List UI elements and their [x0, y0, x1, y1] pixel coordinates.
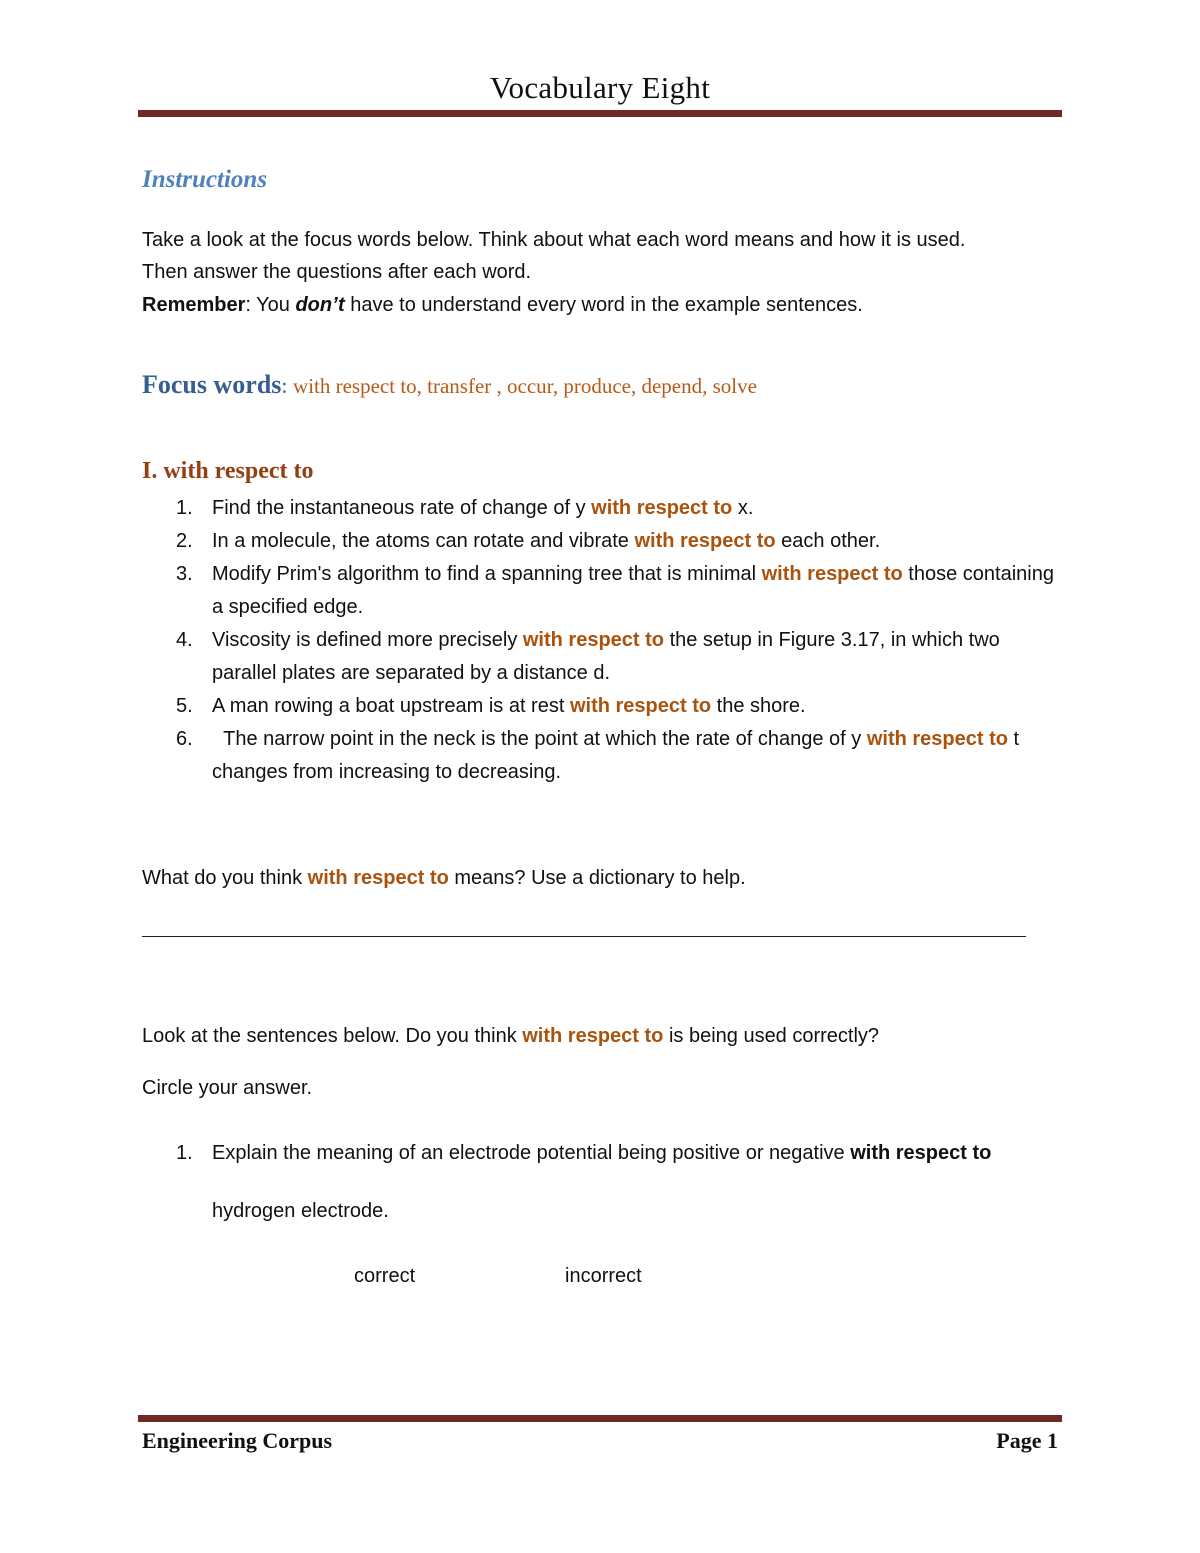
list-item: [142, 690, 1062, 723]
list-number: 6.: [176, 728, 193, 750]
sentence-text: A man rowing a boat upstream is at rest: [212, 695, 570, 717]
focus-term: with respect to: [522, 1025, 664, 1047]
instructions-line-2: Then answer the questions after each word.: [142, 261, 532, 283]
usage-question: [142, 1020, 879, 1052]
sentence-text: the setup in Figure 3.17, in which two parallel plates are separated by a distance d.: [212, 629, 1000, 684]
focus-term: with respect to: [522, 629, 665, 651]
question-text-post: means? Use a dictionary to help.: [448, 867, 746, 889]
footer-corpus-label: Engineering Corpus: [142, 1428, 333, 1453]
list-item: [142, 1124, 1062, 1240]
remember-text-post: have to understand every word in the example sentences.: [344, 294, 863, 316]
sentence-text: each other.: [775, 530, 881, 552]
choice-correct[interactable]: correct: [354, 1265, 416, 1287]
sentence-text: Modify Prim's algorithm to find a spanning tree that is minimal: [212, 563, 762, 585]
focus-words-line: [142, 370, 757, 400]
focus-term: with respect to: [634, 530, 776, 552]
footer-rule: [138, 1415, 1062, 1422]
focus-words-colon: :: [281, 373, 294, 398]
instructions-line-1: Take a look at the focus words below. Think about what each word means and how it is used.: [142, 229, 966, 251]
circle-instruction: Circle your answer.: [142, 1077, 313, 1099]
sentence-text: Find the instantaneous rate of change of y: [212, 497, 592, 519]
list-item: [142, 723, 1062, 789]
sentence-text: the shore.: [711, 695, 806, 717]
list-item: [142, 525, 1062, 558]
usage-text-pre: Look at the sentences below. Do you think: [142, 1025, 523, 1047]
list-number: 1.: [176, 1142, 193, 1164]
exercise-text-post: hydrogen electrode.: [212, 1200, 389, 1222]
list-number: 3.: [176, 563, 193, 585]
sentence-text: t changes from increasing to decreasing.: [212, 728, 1020, 783]
sentence-text: x.: [732, 497, 754, 519]
remember-label: Remember: [142, 294, 246, 316]
list-number: 2.: [176, 530, 193, 552]
focus-term: with respect to: [307, 867, 449, 889]
footer-page-number: Page 1: [996, 1428, 1058, 1453]
focus-term: with respect to: [866, 728, 1008, 750]
sentence-text: In a molecule, the atoms can rotate and vibrate: [212, 530, 635, 552]
focus-words-label: Focus words: [142, 370, 282, 399]
remember-note: [142, 289, 1062, 321]
example-sentences: [142, 492, 1062, 789]
usage-text-post: is being used correctly?: [663, 1025, 880, 1047]
answer-blank-line[interactable]: [142, 936, 1026, 937]
remember-text-pre: You: [250, 294, 296, 316]
choice-incorrect[interactable]: incorrect: [565, 1265, 642, 1287]
focus-term: with respect to: [569, 695, 712, 717]
focus-term: with respect to: [761, 563, 903, 585]
page-title: Vocabulary Eight: [489, 70, 711, 105]
instructions-heading: Instructions: [142, 166, 268, 193]
list-item: [142, 492, 1062, 525]
sentence-text: those containing a specified edge.: [212, 563, 1054, 618]
sentence-text: The narrow point in the neck is the point at which the rate of change of y: [212, 728, 867, 750]
focus-term: with respect to: [591, 497, 733, 519]
sentence-text: Viscosity is defined more precisely: [212, 629, 523, 651]
exercise-text-pre: Explain the meaning of an electrode potential being positive or negative: [212, 1142, 851, 1164]
remember-emphasis: don’t: [295, 294, 345, 316]
focus-term: with respect to: [850, 1142, 992, 1164]
focus-words-list: with respect to, transfer , occur, produce, depend, solve: [293, 374, 757, 398]
header-rule: [138, 110, 1062, 117]
exercise-list: [142, 1124, 1062, 1240]
question-text-pre: What do you think: [142, 867, 308, 889]
list-number: 5.: [176, 695, 193, 717]
list-number: 4.: [176, 629, 193, 651]
definition-question: [142, 862, 746, 894]
list-item: [142, 624, 1062, 690]
list-item: [142, 558, 1062, 624]
section-heading: I. with respect to: [142, 458, 314, 484]
remember-colon: :: [245, 294, 251, 316]
list-number: 1.: [176, 497, 193, 519]
